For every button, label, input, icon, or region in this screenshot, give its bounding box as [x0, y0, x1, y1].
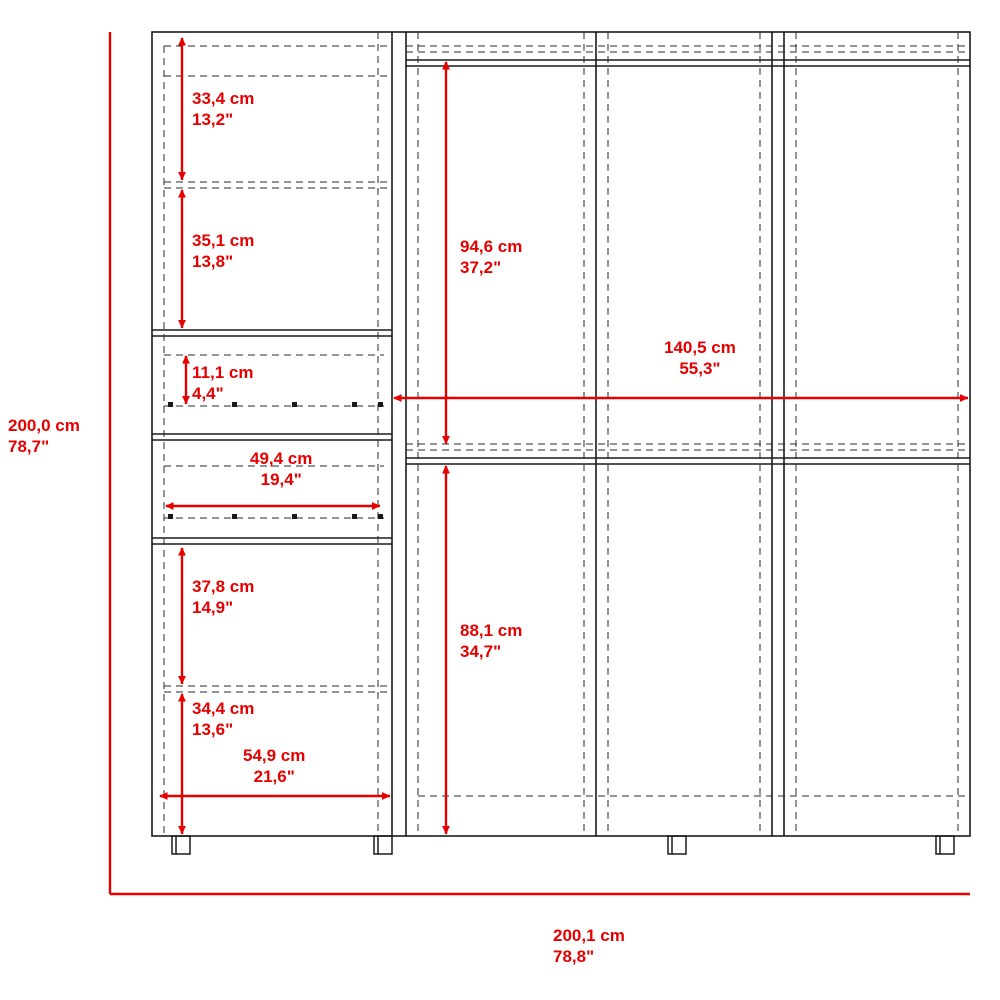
overall-height-label: 200,0 cm 78,7" [8, 416, 80, 457]
drawer-height-label: 11,1 cm 4,4" [192, 363, 254, 404]
dimension-lines [110, 32, 970, 894]
lower-compartment-label: 37,8 cm 14,9" [192, 577, 255, 618]
overall-width-label: 200,1 cm 78,8" [553, 926, 625, 967]
upper-hanging-label: 94,6 cm 37,2" [460, 237, 523, 278]
bottom-compartment-label: 34,4 cm 13,6" [192, 699, 255, 740]
right-section-width-label: 140,5 cm 55,3" [664, 338, 736, 379]
top-compartment-label: 33,4 cm 13,2" [192, 89, 255, 130]
drawer-width-label: 49,4 cm 19,4" [250, 449, 313, 490]
wardrobe-outline [152, 32, 970, 836]
lower-hanging-label: 88,1 cm 34,7" [460, 621, 523, 662]
left-section-width-label: 54,9 cm 21,6" [243, 746, 306, 787]
second-compartment-label: 35,1 cm 13,8" [192, 231, 255, 272]
cabinet-feet [172, 836, 954, 854]
